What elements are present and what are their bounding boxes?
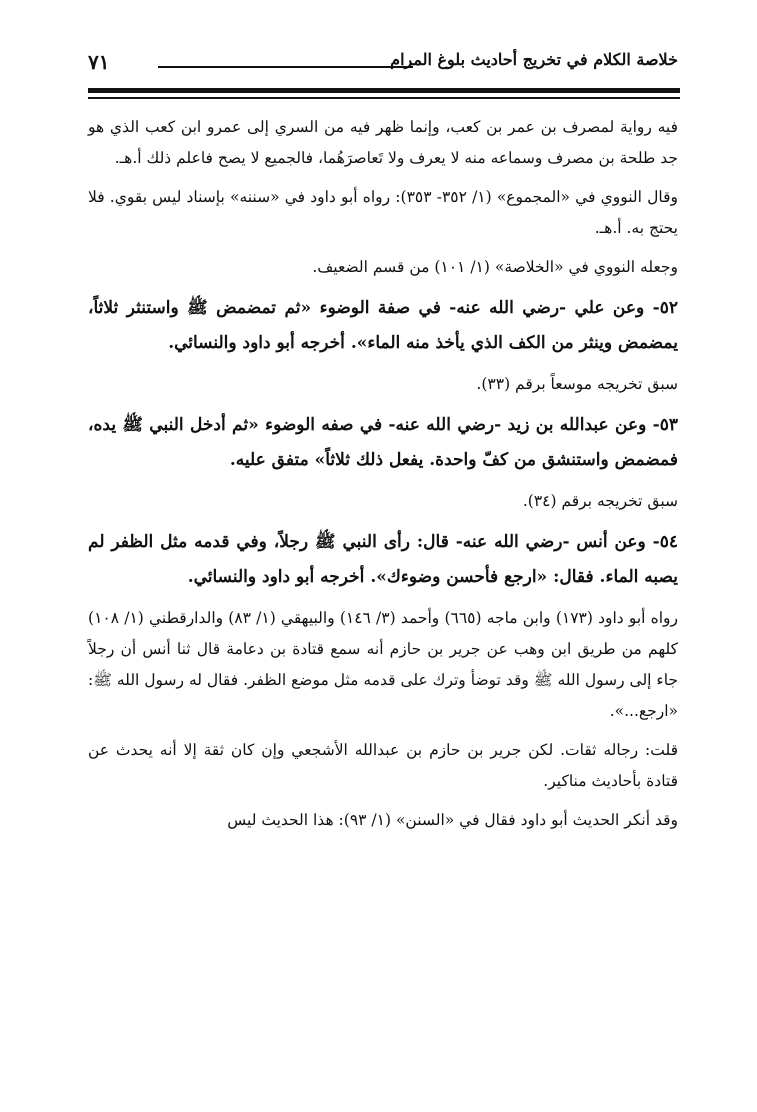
header-rule-thick — [88, 88, 680, 93]
reference-note: سبق تخريجه موسعاً برقم (٣٣). — [476, 375, 678, 393]
paragraph: فيه رواية لمصرف بن عمر بن كعب، وإنما ظهر فيه من السري إلى عمرو ابن كعب الذي هو جد طلحة بن مصرف وسماعه منه لا يعرف ولا تَعاصرَهُما، فالجميع لا يصح فاعلم ذلك أ.هـ. — [88, 118, 678, 167]
reference-note: سبق تخريجه برقم (٣٤). — [522, 492, 678, 510]
header-line-divider — [158, 66, 413, 68]
running-title: خلاصة الكلام في تخريج أحاديث بلوغ المرام — [390, 50, 678, 69]
hadith-paragraph: ٥٣- وعن عبدالله بن زيد -رضي الله عنه- في صفه الوضوء «ثم أدخل النبي ﷺ يده، فمضمض واستنشق من كفّ واحدة. يفعل ذلك ثلاثاً» متفق عليه. — [88, 415, 678, 470]
page-number: ٧١ — [88, 50, 110, 74]
header-rule-thin — [88, 97, 680, 99]
hadith-paragraph: ٥٤- وعن أنس -رضي الله عنه- قال: رأى النبي ﷺ رجلاً، وفي قدمه مثل الظفر لم يصبه الماء. فقال: «ارجع فأحسن وضوءك». أخرجه أبو داود والنسائي. — [88, 532, 678, 587]
page-header — [88, 46, 678, 86]
paragraph: وجعله النووي في «الخلاصة» (١/ ١٠١) من قسم الضعيف. — [312, 258, 678, 276]
paragraph: رواه أبو داود (١٧٣) وابن ماجه (٦٦٥) وأحمد (٣/ ١٤٦) والبيهقي (١/ ٨٣) والدارقطني (١/ ١٠٨) كلهم من طريق ابن وهب عن جرير بن حازم أنه سمع قتادة بن دعامة قال ثنا أنس أن رجلاً جاء إلى رسول الله ﷺ وقد توضأ وترك على قدمه مثل موضع الظفر. فقال له رسول الله ﷺ: «ارجع...». — [88, 609, 678, 720]
paragraph: وقد أنكر الحديث أبو داود فقال في «السنن» (١/ ٩٣): هذا الحديث ليس — [227, 811, 678, 829]
hadith-paragraph: ٥٢- وعن علي -رضي الله عنه- في صفة الوضوء «ثم تمضمض ﷺ واستنثر ثلاثاً، يمضمض وينثر من الكف الذي يأخذ منه الماء». أخرجه أبو داود والنسائي. — [88, 298, 678, 353]
page-body — [88, 112, 678, 844]
paragraph: وقال النووي في «المجموع» (١/ ٣٥٢- ٣٥٣): رواه أبو داود في «سننه» بإسناد ليس بقوي. فلا يحتج به. أ.هـ. — [88, 188, 678, 237]
paragraph: قلت: رجاله ثقات. لكن جرير بن حازم بن عبدالله الأشجعي وإن كان ثقة إلا أنه يحدث عن قتادة بأحاديث مناكير. — [88, 741, 678, 790]
